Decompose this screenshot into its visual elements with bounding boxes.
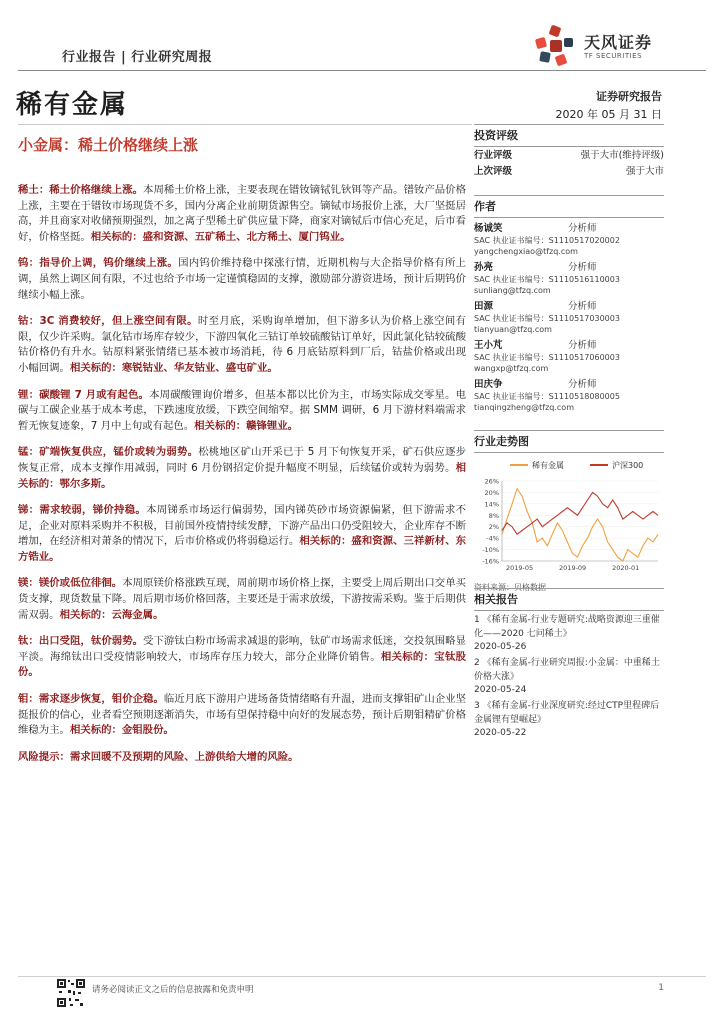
y-tick-label: -10% xyxy=(482,546,499,555)
analyst-role: 分析师 xyxy=(568,379,597,390)
related-stocks: 相关标的：金钼股份。 xyxy=(69,724,174,737)
analyst-role: 分析师 xyxy=(568,262,597,273)
qr-code-icon[interactable] xyxy=(56,978,86,1008)
analyst-email[interactable]: tianyuan@tfzq.com xyxy=(474,325,552,334)
body-paragraph xyxy=(18,314,466,376)
analyst-name: 孙亮 xyxy=(474,262,494,273)
related-report-date: 2020-05-26 xyxy=(474,642,527,652)
y-tick-label: 2% xyxy=(488,523,499,532)
analyst-email[interactable]: sunliang@tfzq.com xyxy=(474,286,551,295)
body-paragraph xyxy=(18,503,466,565)
sidebar-rule xyxy=(474,217,664,218)
analyst-email[interactable]: yangchengxiao@tfzq.com xyxy=(474,247,578,256)
paragraph-text: 本周碳酸锂询价增多，但基本都以比价为主，市场实际成交零星。电碳与工碳企业基于成本考虑，下跌速度放缓，下跌空间缩窄。据 SMM 调研，6 月下游材料端需求暂无恢复迹象，7 月中上旬或有起色。 xyxy=(18,388,466,432)
paragraph-lead: 钼：需求逐步恢复，钼价企稳。 xyxy=(18,693,164,706)
paragraph-text: 时至月底，采购询单增加，但下游多认为价格上涨空间有限，仅少许采购。氯化钴市场库存较少，下游四氧化三钴订单较硫酸钴订单好，因此氯化钴较硫酸钴价格仍有升水。钴原料紧张情绪已基本被市场消耗，待 6 月底钴原料到厂后，钴盐价格或出现小幅回调。 xyxy=(18,315,466,374)
paragraph-lead: 钴：3C 消费较好，但上涨空间有限。 xyxy=(18,315,198,328)
logo-text-cn: 天风证券 xyxy=(584,33,653,52)
paragraph-text: 本周锑系市场运行偏弱势，国内锑英砂市场资源偏紧，但下游需求不足，企业对原料采购并不积极，目前国外疫情持续发酵，下游产品出口仍受阻较大，企业库存不断增加，在经济相对萧条的情况下，后市价格或仍将弱稳运行。 xyxy=(18,504,467,548)
page-number: 1 xyxy=(658,983,664,993)
related-stocks: 相关标的：赣锋锂业。 xyxy=(194,419,299,432)
body-paragraph xyxy=(18,634,466,681)
sidebar-rule xyxy=(474,430,664,431)
rating-row xyxy=(474,165,664,179)
related-report-date: 2020-05-22 xyxy=(474,728,527,738)
analyst-name: 田庆争 xyxy=(474,379,503,390)
analyst-card xyxy=(474,378,664,413)
sector-title: 稀有金属 xyxy=(16,90,129,120)
y-tick-label: -4% xyxy=(486,534,499,543)
analyst-name: 田源 xyxy=(474,301,494,312)
analyst-card xyxy=(474,261,664,296)
paragraph-text: 临近月底下游用户进场备货情绪略有升温，进而支撑钼矿山企业坚挺报价的信心，业者看空预期逐渐消失，市场有望保持稳中向好的发展态势，预计后期钼精矿价格维稳为主。 xyxy=(18,693,467,737)
body-paragraph xyxy=(18,445,466,492)
legend-label: 沪深300 xyxy=(612,461,644,470)
related-report-link[interactable]: 1 《稀有金属-行业专题研究:战略资源迎三重催化——2020 七问稀土》 xyxy=(474,615,660,639)
trend-chart xyxy=(474,453,664,579)
analyst-name: 王小芃 xyxy=(474,340,503,351)
rating-value: 强于大市(维持评级) xyxy=(580,150,664,161)
report-date: 2020 年 05 月 31 日 xyxy=(555,108,662,121)
analyst-role: 分析师 xyxy=(568,340,597,351)
y-tick-label: 8% xyxy=(488,511,499,520)
report-category: 行业报告 | 行业研究周报 xyxy=(62,50,213,65)
paragraph-lead: 镁：镁价或低位徘徊。 xyxy=(18,577,123,590)
analyst-cert: SAC 执业证书编号：S1110518080005 xyxy=(474,392,620,401)
body-paragraph xyxy=(18,576,466,623)
y-tick-label: -16% xyxy=(482,557,499,566)
paragraph-lead: 锑：需求较弱，锑价持稳。 xyxy=(18,504,147,517)
analyst-email[interactable]: wangxp@tfzq.com xyxy=(474,364,549,373)
analyst-card xyxy=(474,300,664,335)
related-report-link[interactable]: 3 《稀有金属-行业深度研究:经过CTP里程碑后 金属锂有望崛起》 xyxy=(474,701,660,725)
report-body xyxy=(18,183,466,765)
company-logo xyxy=(532,24,702,68)
related-report-link[interactable]: 2 《稀有金属-行业研究周报:小金属：中重稀土价格大涨》 xyxy=(474,658,660,682)
analyst-role: 分析师 xyxy=(568,223,597,234)
analyst-cert: SAC 执业证书编号：S1110517030003 xyxy=(474,314,620,323)
x-tick-label: 2019-05 xyxy=(506,564,534,572)
sidebar-rule xyxy=(474,588,664,589)
analyst-role: 分析师 xyxy=(568,301,597,312)
x-tick-label: 2020-01 xyxy=(612,564,640,572)
analyst-email[interactable]: tianqingzheng@tfzq.com xyxy=(474,403,574,412)
paragraph-text: 本周原镁价格涨跌互现，周前期市场价格上探，主要受上周后期出口交单买货支撑，现货数量下降。周后期市场价格回落，主要还是于需求放缓，下游按需采购。鉴于后期供需双弱。 xyxy=(18,577,467,621)
series-line xyxy=(502,489,658,561)
analyst-card xyxy=(474,222,664,257)
logo-text-en: TF SECURITIES xyxy=(584,52,643,60)
sidebar xyxy=(474,124,664,413)
footer-disclaimer: 请务必阅读正文之后的信息披露和免责申明 xyxy=(92,985,254,995)
header-divider xyxy=(18,70,706,71)
paragraph-text: 受下游钛白粉市场需求减退的影响，钛矿市场需求低迷，交投氛围略显平淡。海绵钛出口受疫情影响较大，市场库存压力较大，部分企业降价销售。 xyxy=(18,635,466,663)
trend-chart-section xyxy=(474,430,664,593)
paragraph-text: 国内钨价维持稳中探涨行情，近期机构与大企指导价格有所上调，虽然上调区间有限，不过也给予市场一定谨慎稳固的支撑，激励部分游资进场，预计后期钨价继续小幅上涨。 xyxy=(18,257,467,301)
logo-mark-icon xyxy=(532,24,576,68)
rating-key: 行业评级 xyxy=(474,150,513,161)
y-tick-label: 14% xyxy=(484,500,499,509)
paragraph-lead: 锰：矿端恢复供应，锰价或转为弱势。 xyxy=(18,446,199,459)
related-heading: 相关报告 xyxy=(474,593,518,606)
analyst-name: 杨诚笑 xyxy=(474,223,503,234)
y-tick-label: 20% xyxy=(484,488,499,497)
sidebar-rule xyxy=(474,195,664,196)
body-paragraph xyxy=(18,692,466,739)
paragraph-text: 松桃地区矿山开采已于 5 月下旬恢复开采，矿石供应逐步恢复正常，成本支撑作用减弱，同时 6 月份钢招定价提升幅度不明显，后续锰价或转为弱势。 xyxy=(18,446,466,474)
sidebar-rule xyxy=(474,146,664,147)
chart-heading: 行业走势图 xyxy=(474,435,529,448)
rating-value: 强于大市 xyxy=(625,166,664,177)
x-tick-label: 2019-09 xyxy=(559,564,587,572)
related-report-date: 2020-05-24 xyxy=(474,685,527,695)
related-stocks: 相关标的：宝钛股份。 xyxy=(18,650,467,679)
paragraph-lead: 钛：出口受阻，钛价弱势。 xyxy=(18,635,144,648)
risk-warning: 风险提示：需求回暖不及预期的风险、上游供给大增的风险。 xyxy=(18,750,299,763)
sidebar-rule xyxy=(474,610,664,611)
related-stocks: 相关标的：寒锐钴业、华友钴业、盛屯矿业。 xyxy=(69,361,278,374)
related-stocks: 相关标的：盛和资源、三祥新材、东方锆业。 xyxy=(18,535,467,563)
paragraph-lead: 锂：碳酸锂 7 月或有起色。 xyxy=(18,388,150,401)
authors-heading: 作者 xyxy=(474,200,496,213)
paragraph-lead: 钨：指导价上调，钨价继续上涨。 xyxy=(18,257,179,270)
legend-label: 稀有金属 xyxy=(532,461,564,470)
paragraph-lead: 稀土：稀土价格继续上涨。 xyxy=(18,184,144,196)
analyst-card xyxy=(474,339,664,374)
body-paragraph xyxy=(18,256,466,303)
related-stocks: 相关标的：云海金属。 xyxy=(59,608,164,621)
related-stocks: 相关标的：鄂尔多斯。 xyxy=(18,461,466,490)
body-paragraph xyxy=(18,388,466,435)
rating-heading: 投资评级 xyxy=(474,129,518,142)
body-paragraph xyxy=(18,183,466,245)
report-type: 证券研究报告 xyxy=(596,90,662,103)
y-tick-label: 26% xyxy=(484,477,499,486)
related-stocks: 相关标的：盛和资源、五矿稀土、北方稀土、厦门钨业。 xyxy=(90,230,351,243)
report-title: 小金属：稀土价格继续上涨 xyxy=(18,136,199,154)
analyst-cert: SAC 执业证书编号：S1110516110003 xyxy=(474,275,620,284)
title-divider xyxy=(18,124,472,125)
analyst-cert: SAC 执业证书编号：S1110517060003 xyxy=(474,353,620,362)
series-line xyxy=(502,492,658,534)
footer-divider xyxy=(18,976,706,977)
related-reports xyxy=(474,588,664,740)
rating-row xyxy=(474,149,664,163)
paragraph-text: 本周稀土价格上涨，主要表现在镨钕镝铽钆钬铒等产品。镨钕产品价格上涨，主要在于镨钕市场现货不多，国内分离企业前期货源售空。镝铽市场报价上涨，大厂坚挺居高，并且商家对收储预期强烈，加之离子型稀土矿供应量下降，商家对镝铽后市信心充足，后市看好，价格坚挺。 xyxy=(18,184,466,243)
rating-key: 上次评级 xyxy=(474,166,513,177)
analyst-cert: SAC 执业证书编号：S1110517020002 xyxy=(474,236,620,245)
sidebar-rule xyxy=(474,124,664,125)
